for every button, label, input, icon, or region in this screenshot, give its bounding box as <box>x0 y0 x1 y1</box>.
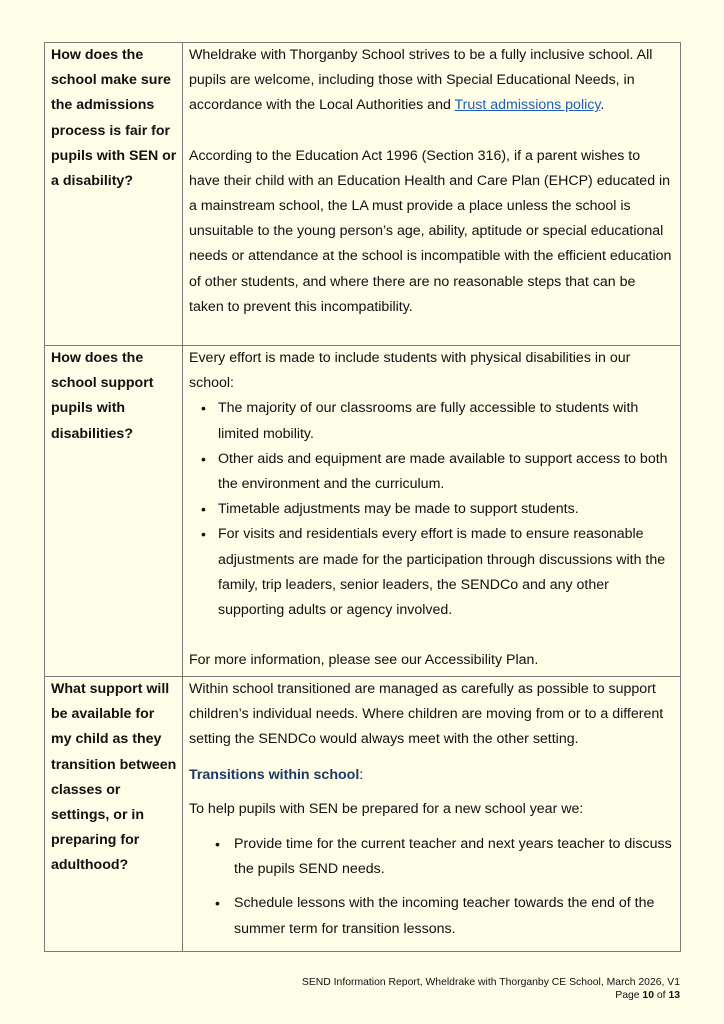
question-text: What support will be available for my child as they transition between classes or settings, or in preparing for adulthood? <box>51 681 177 874</box>
answer-text-end: . <box>600 97 605 114</box>
of-label: of <box>653 989 669 1001</box>
bullet-list <box>189 832 672 942</box>
list-item: • Other aids and equipment are made available to support access to both the environment and the curriculum. <box>189 447 672 497</box>
answer-paragraph: According to the Education Act 1996 (Section 316), if a parent wishes to have their child with an Education Health and Care Plan (EHCP) educated in a mainstream school, the LA must provide a place unless the school is unsuitable to the young person’s age, ability, aptitude or special educational needs or attendance at the school is incompatible with the efficient education of other students, and where there are no reasonable steps that can be taken to prevent this incompatibility. <box>189 147 672 315</box>
send-info-table <box>44 42 681 952</box>
answer-outro: For more information, please see our Accessibility Plan. <box>189 652 539 669</box>
answer-intro: Within school transitioned are managed as carefully as possible to support children’s individual needs. Where children are moving from or to a different setting the SENDCo would always meet with the other setting. <box>189 681 664 748</box>
question-text: How does the school support pupils with disabilities? <box>51 350 154 442</box>
answer-text: Wheldrake with Thorganby School strives to be a fully inclusive school. All pupils are welcome, including those with Special Educational Needs, in accordance with the Local Authorities and <box>189 47 653 114</box>
answer-lead: To help pupils with SEN be prepared for a new school year we: <box>189 800 584 817</box>
subheading-colon: : <box>359 766 364 783</box>
question-cell <box>45 346 183 677</box>
subheading-text: Transitions within school <box>189 766 360 783</box>
section-subheading <box>189 763 672 788</box>
answer-paragraph <box>189 43 672 119</box>
table-row <box>45 677 681 952</box>
list-item: • The majority of our classrooms are fully accessible to students with limited mobility. <box>189 396 672 446</box>
answer-cell <box>183 677 681 952</box>
list-item: • For visits and residentials every effort is made to ensure reasonable adjustments are made for the participation through discussions with the family, trip leaders, senior leaders, the SENDCo and any other supporting adults or agency involved. <box>189 522 672 623</box>
list-item: • Provide time for the current teacher and next years teacher to discuss the pupils SEND needs. <box>189 832 672 882</box>
footer-page-number <box>302 990 680 1003</box>
page-label: Page <box>615 989 643 1001</box>
page-footer <box>302 977 680 1002</box>
footer-document-title: SEND Information Report, Wheldrake with Thorganby CE School, March 2026, V1 <box>301 977 680 988</box>
trust-admissions-policy-link[interactable]: Trust admissions policy <box>454 97 601 114</box>
current-page: 10 <box>642 989 654 1001</box>
table-row <box>45 346 681 677</box>
bullet-list <box>189 396 672 623</box>
list-item: • Schedule lessons with the incoming teacher towards the end of the summer term for transition lessons. <box>189 891 672 941</box>
table-row <box>45 43 681 346</box>
list-item: • Timetable adjustments may be made to support students. <box>189 497 672 522</box>
question-cell <box>45 677 183 952</box>
question-text: How does the school make sure the admissions process is fair for pupils with SEN or a disability? <box>51 47 177 190</box>
answer-cell <box>183 43 681 346</box>
total-pages: 13 <box>668 989 680 1001</box>
question-cell <box>45 43 183 346</box>
answer-cell <box>183 346 681 677</box>
answer-intro: Every effort is made to include students with physical disabilities in our school: <box>189 350 631 392</box>
